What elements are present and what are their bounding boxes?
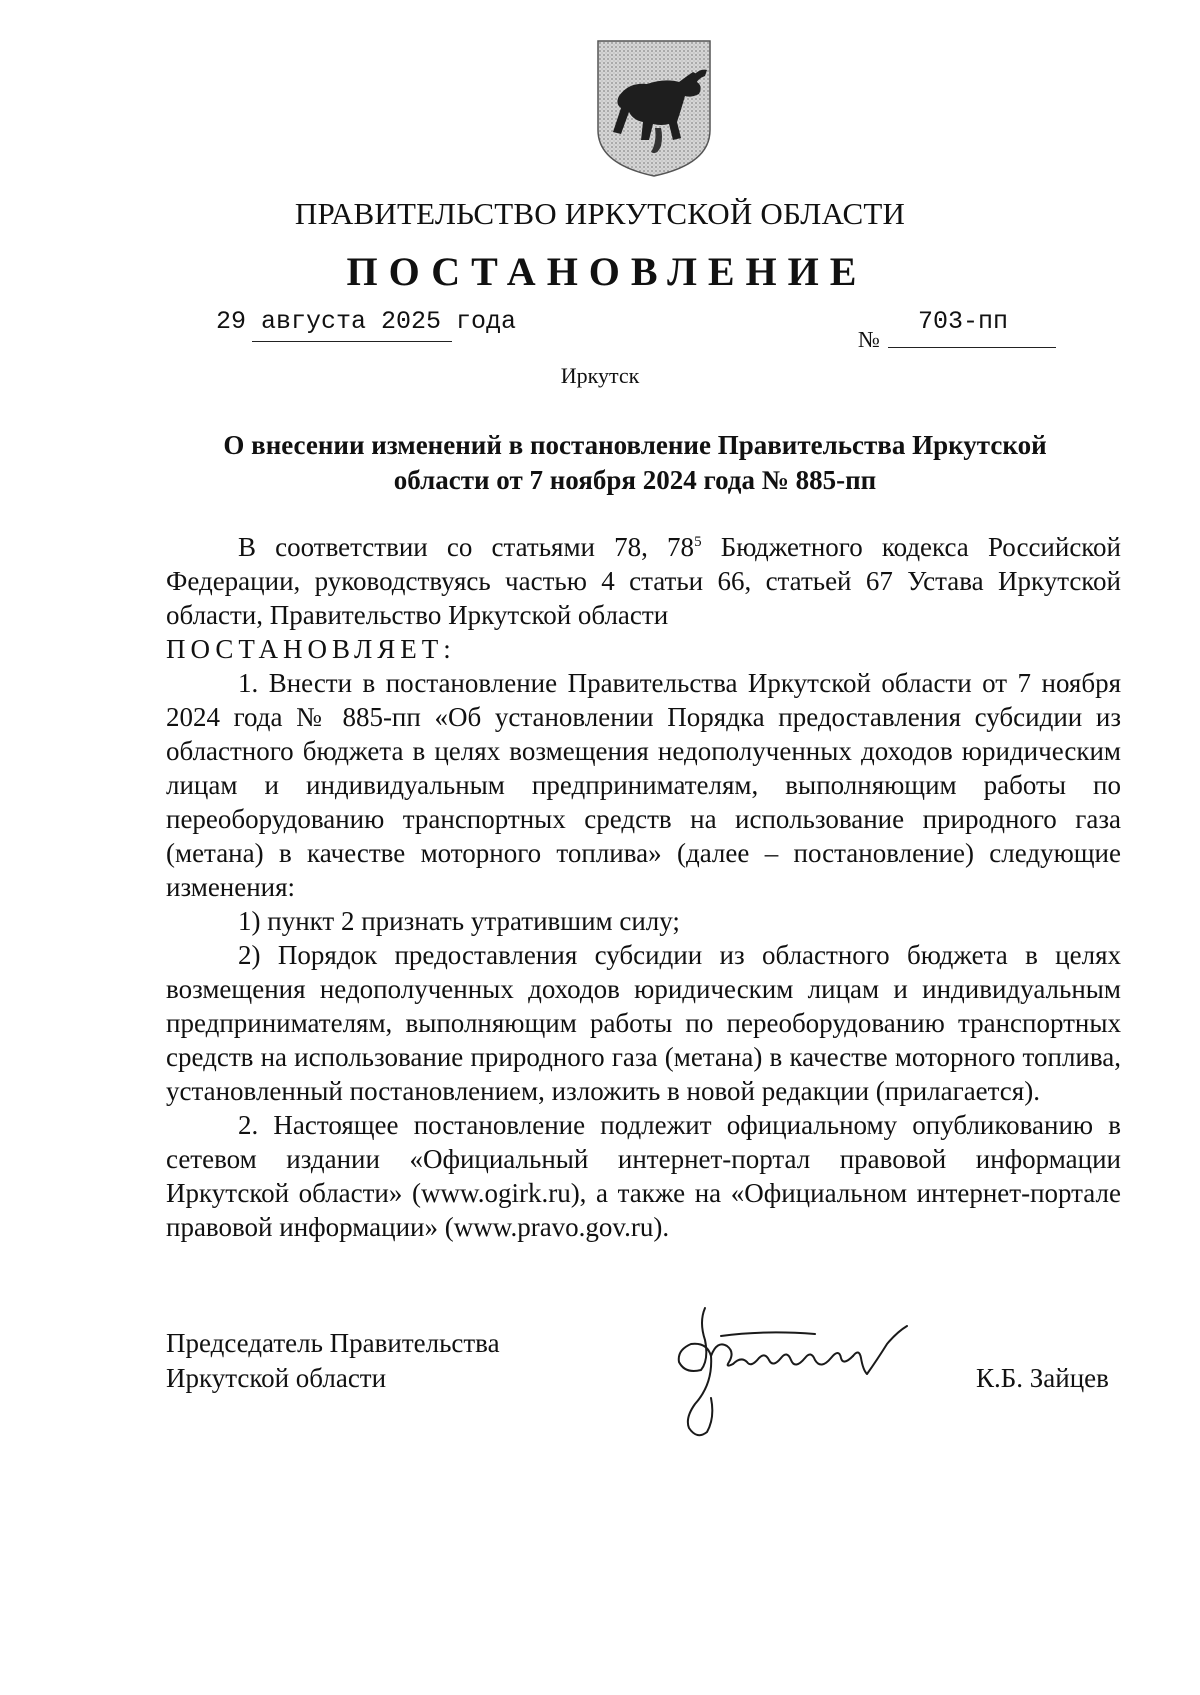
item-1-subitem-1: 1) пункт 2 признать утратившим силу; — [238, 906, 680, 936]
preamble-text-b: Бюджетного кодекса Российской Федерации, руководствуясь частью 4 статьи 66, статьей 67 Устава Иркутской области, Правительство Иркутской области — [166, 532, 1121, 630]
item-1: 1. Внести в постановление Правительства Иркутской области от 7 ноября 2024 года № 885-пп «Об установлении Порядка предоставления субсидии из областного бюджета в целях возмещения недополученных доходов юридическим лицам и индивидуальным предпринимателям, выполняющим работы по переоборудованию транспортных средств на использование природного газа (метана) в качестве моторного топлива» (далее – постановление) следующие изменения: — [166, 668, 1121, 902]
title-line-2: области от 7 ноября 2024 года № 885-пп — [393, 465, 877, 495]
decree-word: ПОСТАНОВЛЯЕТ: — [166, 634, 456, 664]
signatory-role — [166, 1326, 500, 1396]
coat-of-arms-icon — [595, 38, 713, 178]
title-line-1: О внесении изменений в постановление Правительства Иркутской — [223, 430, 1047, 460]
government-name: ПРАВИТЕЛЬСТВО ИРКУТСКОЙ ОБЛАСТИ — [294, 196, 906, 231]
item-2: 2. Настоящее постановление подлежит официальному опубликованию в сетевом издании «Официальный интернет-портал правовой информации Иркутской области» (www.ogirk.ru), а также на «Официальном интернет-портале правовой информации» (www.pravo.gov.ru). — [166, 1110, 1121, 1242]
document-title — [195, 428, 1075, 498]
item-1-subitem-2: 2) Порядок предоставления субсидии из областного бюджета в целях возмещения недополученных доходов юридическим лицам и индивидуальным предпринимателям, выполняющим работы по переоборудованию транспортных средств на использование природного газа (метана) в качестве моторного топлива, установленный постановлением, изложить в новой редакции (прилагается). — [166, 940, 1121, 1106]
preamble — [166, 530, 1121, 632]
document-date: 29 августа 2025 года — [216, 307, 517, 336]
document-city: Иркутск — [560, 363, 640, 388]
date-underline — [252, 341, 452, 342]
number-underline — [888, 347, 1056, 348]
handwritten-signature-icon — [655, 1300, 925, 1450]
document-number: 703-пп — [918, 307, 1009, 336]
document-body — [166, 530, 1121, 1244]
signatory-role-line-1: Председатель Правительства — [166, 1328, 500, 1358]
document-type: ПОСТАНОВЛЕНИЕ — [346, 249, 868, 294]
signatory-name: К.Б. Зайцев — [976, 1363, 1109, 1393]
preamble-superscript: 5 — [694, 534, 702, 550]
signatory-role-line-2: Иркутской области — [166, 1363, 387, 1393]
preamble-text-a: В соответствии со статьями 78, 78 — [238, 532, 695, 562]
number-sign: № — [858, 327, 880, 352]
